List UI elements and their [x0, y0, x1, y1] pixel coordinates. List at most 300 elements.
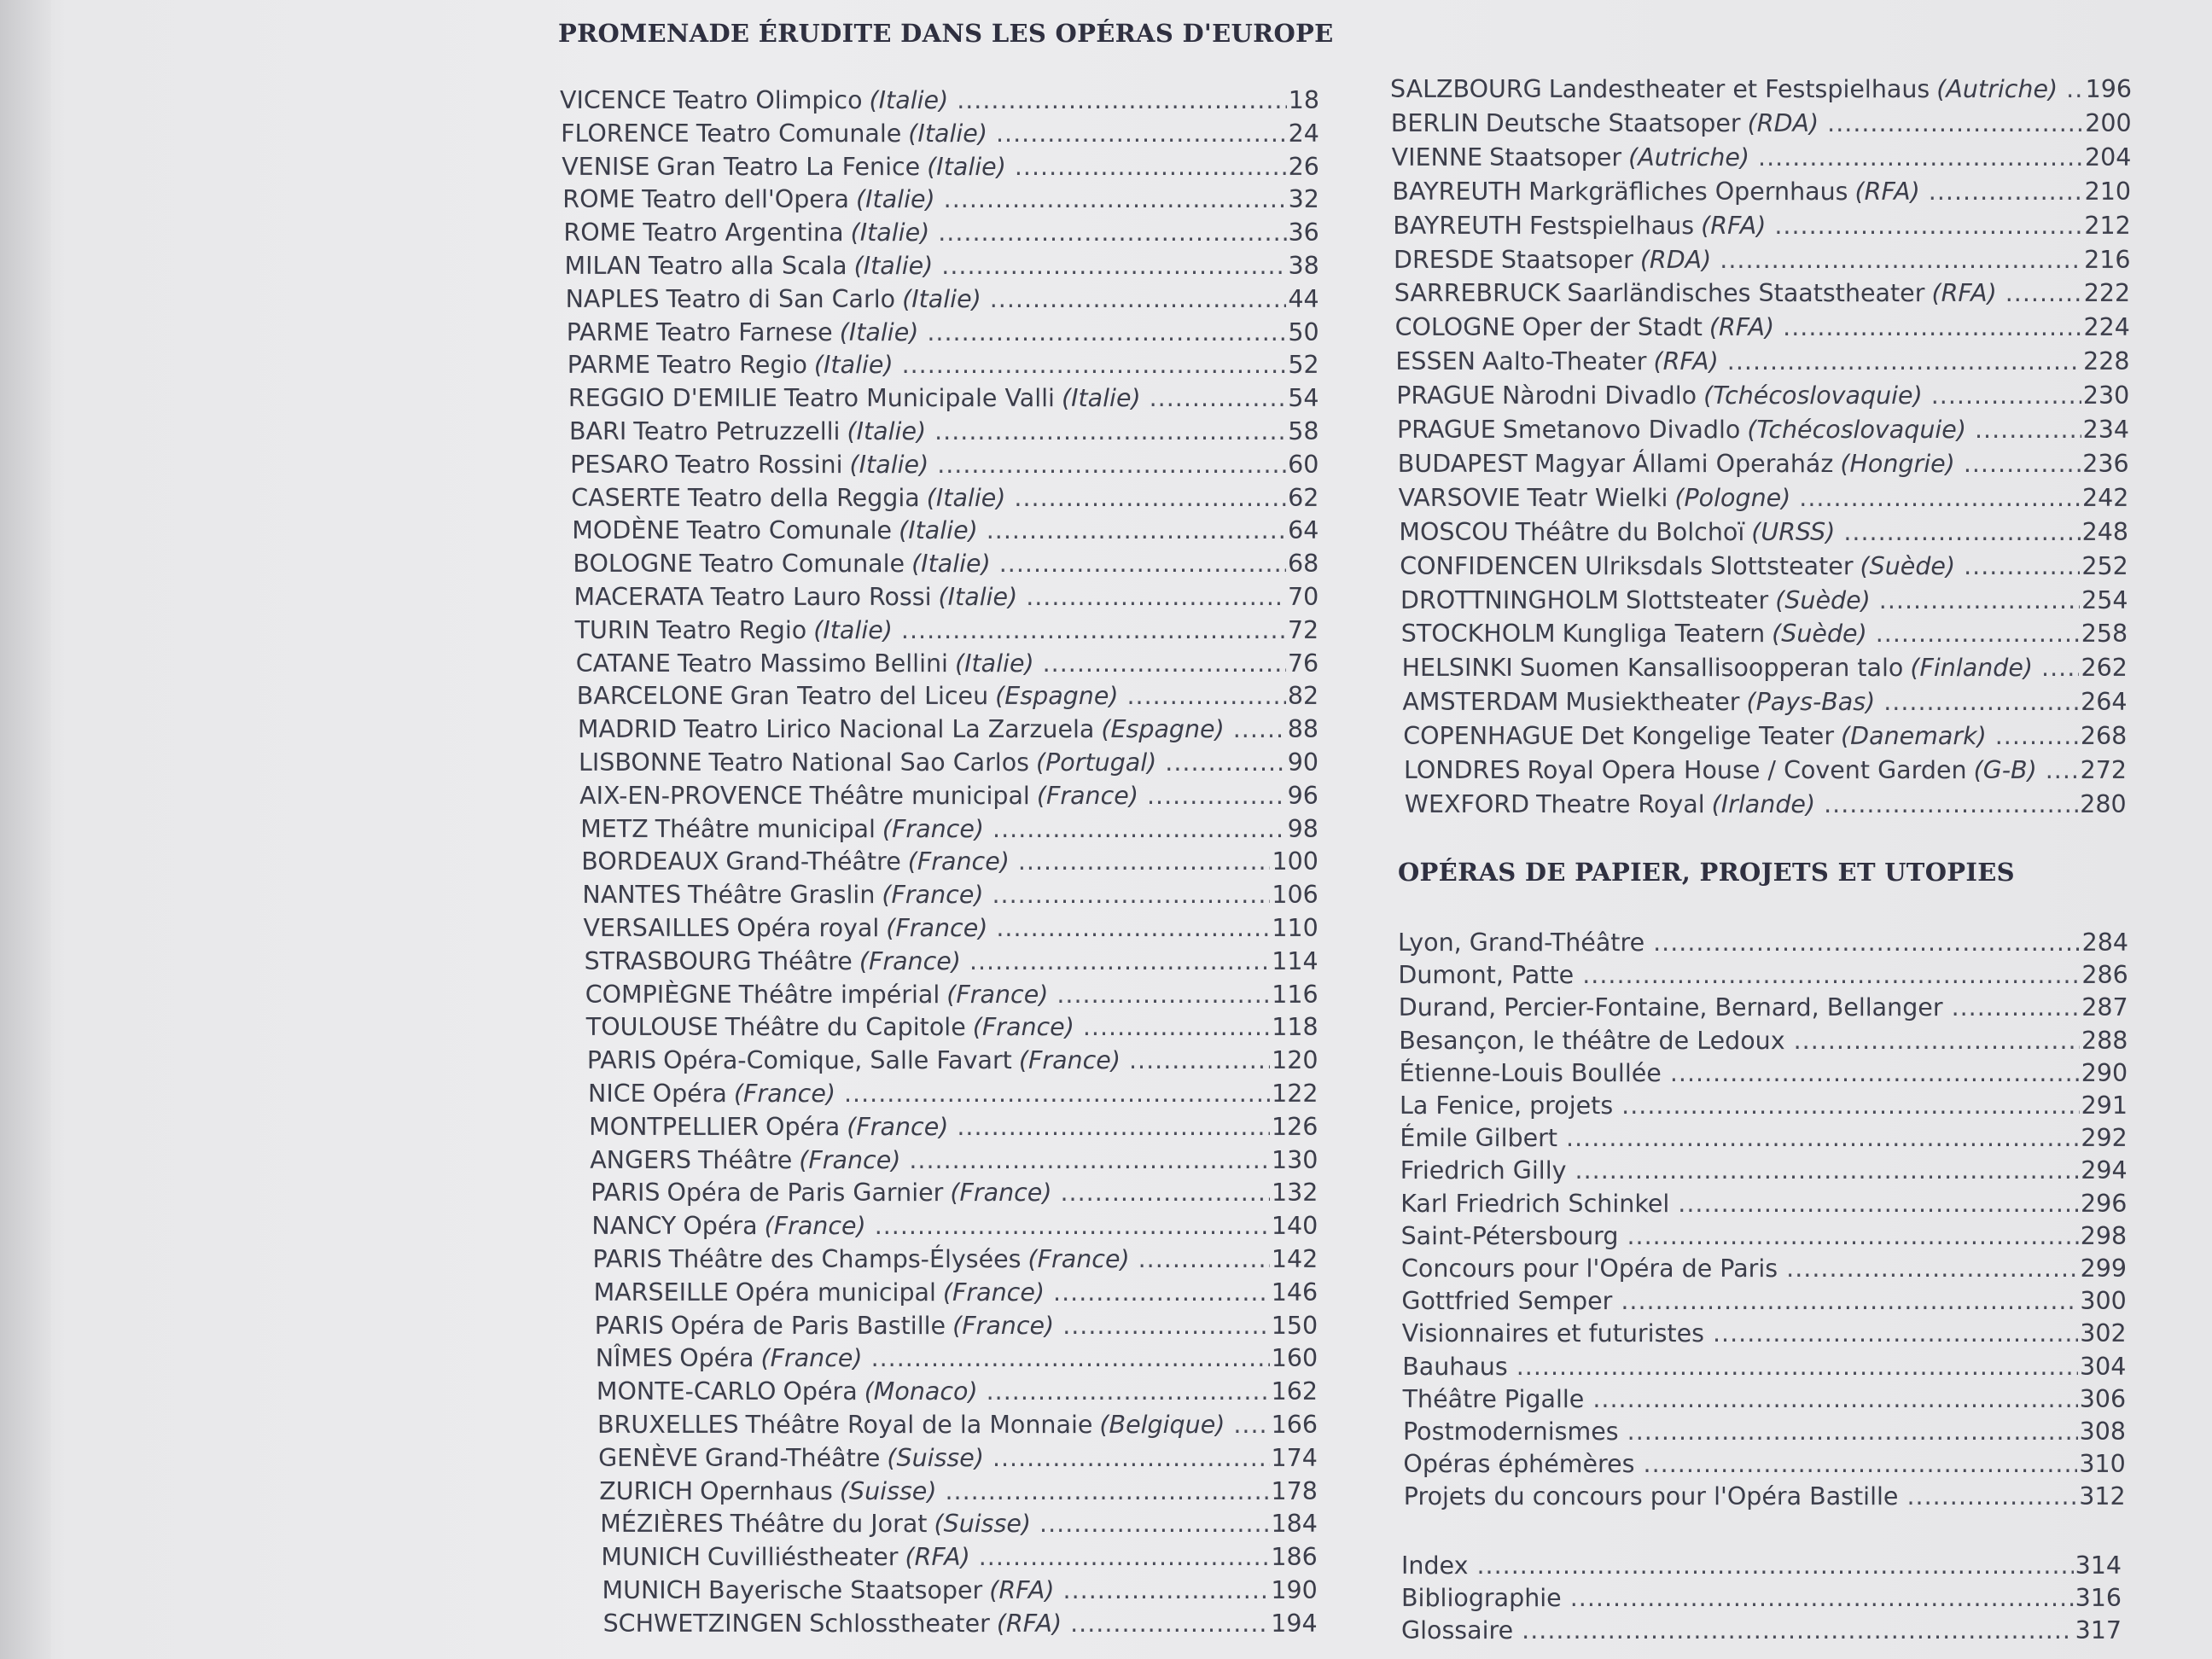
toc-entry-page-number: 280	[2080, 789, 2127, 818]
dot-leader	[1070, 1609, 1269, 1639]
toc-entry-page-number: 317	[2075, 1616, 2122, 1644]
toc-entry	[1403, 721, 2127, 752]
toc-entry-page-number: 116	[1272, 980, 1318, 1009]
toc-entry	[1391, 108, 2132, 139]
toc-entry-venue: Teatro Petruzzelli	[633, 417, 841, 445]
toc-entry-country: (France)	[972, 1013, 1074, 1042]
toc-entry-venue: Nàrodni Divadlo	[1501, 381, 1697, 410]
dot-leader	[2005, 278, 2082, 309]
toc-entry-venue: Staatsoper	[1489, 143, 1622, 172]
toc-entry	[1396, 381, 2129, 411]
toc-entry-city: BUDAPEST	[1397, 449, 1528, 478]
toc-entry-page-number: 312	[2079, 1482, 2126, 1511]
toc-entry-page-number: 160	[1271, 1344, 1318, 1373]
toc-entry-label: Bauhaus	[1402, 1352, 1508, 1381]
toc-entry-country: (Hongrie)	[1840, 449, 1955, 478]
toc-entry	[599, 1476, 1318, 1507]
toc-entry-page-number: 286	[2081, 961, 2128, 990]
toc-entry	[585, 946, 1318, 977]
toc-entry-label: Friedrich Gilly	[1400, 1156, 1567, 1185]
toc-entry	[572, 515, 1318, 546]
toc-entry	[561, 119, 1319, 149]
toc-entry-venue: Théâtre	[698, 1145, 793, 1174]
toc-entry-page-number: 186	[1271, 1543, 1318, 1572]
toc-entry-venue: Teatro Rossini	[675, 450, 843, 479]
toc-entry-country: (RFA)	[1653, 347, 1719, 376]
toc-entry	[560, 85, 1319, 116]
dot-leader	[937, 450, 1286, 480]
toc-entry-page-number: 316	[2075, 1584, 2122, 1612]
toc-entry	[602, 1575, 1318, 1606]
toc-entry-venue: Théâtre du Jorat	[730, 1510, 928, 1539]
toc-entry-city: TURIN	[574, 615, 650, 644]
toc-entry-city: MILAN	[564, 252, 642, 280]
toc-entry	[1400, 1189, 2127, 1220]
toc-entry-page-number: 299	[2080, 1254, 2127, 1283]
toc-entry-country: (Italie)	[813, 351, 894, 380]
toc-entry-country: (Italie)	[911, 550, 991, 579]
dot-leader	[1783, 312, 2081, 343]
toc-entry-page-number: 64	[1288, 516, 1319, 545]
toc-entry-label: Besançon, le théâtre de Ledoux	[1399, 1026, 1785, 1055]
toc-entry-venue: Teatr Wielki	[1527, 483, 1668, 512]
toc-entry-city: BARI	[569, 417, 627, 445]
toc-entry-country: (Autriche)	[1628, 143, 1750, 172]
toc-entry-page-number: 204	[2084, 143, 2132, 172]
dot-leader	[1233, 714, 1286, 745]
dot-leader	[1727, 346, 2081, 377]
toc-entry-country: (RDA)	[1747, 108, 1819, 137]
toc-entry-venue: Teatro Regio	[656, 615, 807, 644]
dot-leader	[1060, 1178, 1269, 1208]
dot-leader	[871, 1343, 1270, 1374]
toc-entry-page-number: 242	[2081, 483, 2129, 512]
toc-entry-page-number: 184	[1271, 1510, 1318, 1539]
toc-entry-venue: Magyar Állami Operaház	[1534, 449, 1834, 478]
toc-entry-country: (Suède)	[1775, 585, 1871, 614]
toc-entry-city: BAYREUTH	[1393, 211, 1522, 240]
toc-entry-venue: Cuvilliéstheater	[707, 1543, 899, 1572]
toc-entry-venue: Musiektheater	[1565, 688, 1740, 717]
toc-entry	[575, 615, 1319, 646]
toc-entry-city: DROTTNINGHOLM	[1400, 585, 1619, 614]
dot-leader	[938, 218, 1286, 248]
toc-entry	[1399, 1026, 2128, 1057]
toc-entry	[590, 1145, 1318, 1176]
toc-entry-venue: Théâtre du Bolchoï	[1515, 517, 1745, 546]
dot-leader	[1794, 1026, 2080, 1057]
toc-entry-venue: Kungliga Teatern	[1562, 620, 1766, 649]
toc-entry-page-number: 254	[2081, 585, 2128, 614]
toc-entry-venue: Festspielhaus	[1528, 211, 1695, 240]
dot-leader	[1570, 1583, 2074, 1614]
toc-entry-page-number: 100	[1272, 847, 1318, 876]
toc-entry-label: Visionnaires et futuristes	[1401, 1319, 1704, 1348]
toc-entry	[1392, 177, 2131, 207]
toc-entry-city: DRESDE	[1394, 245, 1494, 274]
toc-entry-label: Étienne-Louis Boullée	[1399, 1058, 1662, 1087]
toc-entry-country: (Suède)	[1772, 620, 1867, 649]
toc-entry-label: Concours pour l'Opéra de Paris	[1401, 1254, 1778, 1283]
toc-entry-city: NAPLES	[565, 284, 660, 313]
toc-entry-page-number: 38	[1288, 252, 1319, 280]
toc-entry	[1400, 585, 2128, 616]
toc-entry	[586, 1012, 1318, 1043]
toc-entry-venue: Teatro Regio	[657, 351, 807, 380]
page-edge-shadow	[0, 0, 51, 1659]
toc-entry-page-number: 18	[1288, 86, 1319, 114]
toc-entry-page-number: 234	[2082, 416, 2129, 444]
toc-entry	[568, 383, 1319, 414]
toc-entry	[584, 913, 1318, 944]
toc-entry-city: ROME	[562, 185, 636, 214]
toc-entry-country: (France)	[733, 1080, 835, 1108]
toc-entry-country: (RDA)	[1639, 245, 1712, 274]
toc-entry-page-number: 290	[2081, 1058, 2128, 1087]
toc-entry-venue: Landestheater et Festspielhaus	[1548, 75, 1930, 103]
toc-entry-country: (France)	[847, 1112, 949, 1141]
toc-entry-page-number: 268	[2080, 722, 2128, 751]
toc-entry-country: (France)	[946, 980, 1049, 1009]
toc-entry-venue: Opéra de Paris Bastille	[670, 1311, 946, 1340]
toc-entry-city: MOSCOU	[1399, 517, 1509, 546]
dot-leader	[1165, 748, 1285, 778]
toc-entry	[1401, 1254, 2127, 1284]
toc-entry-page-number: 118	[1272, 1013, 1318, 1042]
toc-entry-country: (URSS)	[1751, 517, 1836, 546]
toc-entry	[1400, 1123, 2127, 1154]
toc-entry-city: MODÈNE	[572, 516, 680, 545]
toc-entry-city: BERLIN	[1390, 108, 1479, 137]
toc-entry-page-number: 174	[1271, 1443, 1318, 1472]
dot-leader	[944, 184, 1287, 215]
toc-entry-venue: Théâtre	[758, 946, 853, 975]
toc-entry-city: COPENHAGUE	[1403, 722, 1575, 751]
toc-entry-label: Durand, Percier-Fontaine, Bernard, Bellanger	[1398, 993, 1943, 1022]
toc-entry-label: Théâtre Pigalle	[1402, 1384, 1585, 1413]
toc-entry-city: PARME	[566, 317, 649, 346]
toc-entry-city: ANGERS	[590, 1145, 691, 1174]
toc-entry-venue: Gran Teatro La Fenice	[656, 152, 921, 181]
toc-entry-country: (Italie)	[908, 119, 987, 148]
dot-leader	[1644, 1449, 2078, 1480]
toc-entry	[601, 1542, 1317, 1573]
toc-entry	[594, 1278, 1318, 1308]
toc-entry	[600, 1509, 1318, 1540]
toc-entry-label: Émile Gilbert	[1400, 1124, 1558, 1153]
toc-entry-page-number: 166	[1271, 1411, 1318, 1439]
toc-entry-page-number: 114	[1272, 946, 1318, 975]
toc-entry-country: (Belgique)	[1099, 1411, 1225, 1439]
toc-entry	[581, 847, 1318, 877]
dot-leader	[1026, 582, 1286, 613]
dot-leader	[1582, 960, 2080, 991]
toc-entry	[563, 218, 1318, 248]
toc-entry-venue: Grand-Théâtre	[705, 1443, 881, 1472]
toc-entry	[573, 549, 1318, 579]
toc-entry-venue: Suomen Kansallisoopperan talo	[1519, 654, 1904, 683]
toc-entry-city: BAYREUTH	[1392, 177, 1522, 206]
toc-entry-page-number: 150	[1271, 1311, 1318, 1340]
toc-entry-label: Saint-Pétersbourg	[1400, 1221, 1619, 1250]
toc-entry-country: (Italie)	[847, 417, 927, 445]
toc-entry-page-number: 228	[2083, 347, 2130, 376]
dot-leader	[1516, 1352, 2078, 1382]
toc-entry-venue: Gran Teatro del Liceu	[730, 682, 989, 711]
toc-entry-country: (Espagne)	[995, 682, 1119, 711]
toc-entry-city: MUNICH	[601, 1543, 701, 1572]
toc-entry-country: (France)	[859, 946, 961, 975]
dot-leader	[1827, 108, 2083, 139]
toc-entry-venue: Opéra	[679, 1344, 754, 1373]
toc-entry-venue: Ulriksdals Slottsteater	[1585, 551, 1854, 580]
toc-entry-page-number: 122	[1272, 1080, 1318, 1108]
toc-entry	[591, 1211, 1318, 1242]
toc-entry-venue: Théâtre municipal	[809, 781, 1030, 810]
toc-entry-venue: Aalto-Theater	[1481, 347, 1647, 376]
toc-entry-page-number: 140	[1271, 1212, 1318, 1241]
toc-entry-country: (Italie)	[850, 218, 930, 247]
toc-entry	[1400, 1058, 2128, 1089]
dot-leader	[996, 913, 1270, 944]
dot-leader	[979, 1542, 1270, 1573]
toc-entry-label: Lyon, Grand-Théâtre	[1398, 928, 1645, 957]
dot-leader	[1147, 781, 1286, 812]
toc-entry-country: (Monaco)	[864, 1377, 978, 1406]
toc-entry-city: MÉZIÈRES	[600, 1510, 724, 1539]
toc-entry	[574, 582, 1319, 613]
toc-entry-city: WEXFORD	[1404, 789, 1530, 818]
toc-entry-city: FLORENCE	[561, 119, 690, 148]
toc-entry-country: (Italie)	[927, 152, 1006, 181]
dot-leader	[1824, 789, 2078, 820]
toc-entry-label: Dumont, Patte	[1398, 961, 1575, 990]
toc-entry-page-number: 58	[1288, 417, 1319, 445]
toc-entry	[1404, 755, 2127, 786]
dot-leader	[945, 1476, 1269, 1507]
toc-entry-country: (France)	[760, 1344, 863, 1373]
toc-entry-country: (Suisse)	[934, 1510, 1032, 1539]
toc-entry-page-number: 24	[1288, 119, 1319, 148]
dot-leader	[996, 119, 1287, 149]
toc-entry	[1400, 551, 2128, 582]
dot-leader	[1653, 928, 2080, 958]
toc-entry-country: (Italie)	[926, 483, 1006, 512]
toc-entry-city: TOULOUSE	[585, 1013, 719, 1042]
toc-entry-venue: Teatro della Reggia	[687, 483, 920, 512]
toc-entry-city: PARIS	[591, 1179, 661, 1208]
toc-entry-venue: Teatro Lirico Nacional La Zarzuela	[684, 715, 1095, 744]
toc-entry-venue: Opéra	[683, 1212, 758, 1241]
toc-entry-page-number: 26	[1288, 152, 1319, 181]
toc-entry	[1401, 1221, 2128, 1252]
toc-entry-page-number: 300	[2080, 1287, 2127, 1316]
toc-entry-venue: Teatro Comunale	[686, 516, 893, 545]
toc-entry-city: METZ	[580, 814, 649, 843]
toc-entry-page-number: 36	[1288, 218, 1319, 247]
toc-entry-page-number: 288	[2081, 1026, 2128, 1055]
dot-leader	[1883, 687, 2079, 718]
dot-leader	[1876, 619, 2080, 649]
dot-leader	[909, 1145, 1270, 1176]
toc-entry-venue: Théâtre municipal	[655, 814, 876, 843]
toc-entry-city: BOLOGNE	[573, 550, 693, 579]
toc-entry-country: (France)	[764, 1212, 866, 1241]
dot-leader	[1063, 1575, 1270, 1606]
toc-entry-venue: Teatro Comunale	[696, 119, 902, 148]
toc-entry	[1402, 1352, 2126, 1382]
toc-entry-city: MARSEILLE	[593, 1278, 729, 1307]
toc-entry	[1398, 928, 2128, 958]
toc-entry-country: (Italie)	[938, 583, 1018, 611]
dot-leader	[1678, 1189, 2079, 1220]
toc-entry-country: (Tchécoslovaquie)	[1703, 381, 1923, 410]
toc-entry-venue: Royal Opera House / Covent Garden	[1527, 756, 1967, 784]
toc-entry-label: Bibliographie	[1401, 1584, 1562, 1612]
toc-entry-country: (Italie)	[813, 615, 893, 644]
toc-entry-city: PRAGUE	[1396, 381, 1495, 410]
toc-entry-city: GENÈVE	[598, 1443, 699, 1472]
toc-entry	[1399, 483, 2129, 514]
toc-entry-page-number: 262	[2081, 654, 2128, 683]
toc-entry-country: (Italie)	[839, 317, 919, 346]
dot-leader	[1843, 517, 2080, 548]
toc-entry-city: NICE	[588, 1080, 646, 1108]
dot-leader	[1083, 1012, 1270, 1043]
toc-entry-venue: Opéra municipal	[735, 1278, 936, 1307]
toc-entry-page-number: 236	[2082, 449, 2129, 478]
toc-entry-country: (Italie)	[869, 86, 949, 114]
dot-leader	[957, 1112, 1270, 1143]
toc-entry-city: BORDEAUX	[581, 847, 719, 876]
toc-entry-label: Gottfried Semper	[1401, 1287, 1613, 1316]
toc-entry-page-number: 210	[2084, 177, 2132, 206]
toc-entry-page-number: 222	[2083, 279, 2131, 308]
toc-entry-country: (Finlande)	[1910, 654, 2034, 683]
toc-entry-venue: Oper der Stadt	[1522, 313, 1703, 342]
toc-entry-country: (G-B)	[1973, 756, 2037, 784]
dot-leader	[1018, 847, 1271, 877]
toc-entry	[1405, 789, 2127, 820]
toc-entry	[580, 814, 1318, 845]
toc-entry-page-number: 162	[1271, 1377, 1318, 1406]
dot-leader	[1670, 1058, 2080, 1089]
toc-entry	[588, 1079, 1318, 1109]
toc-entry-page-number: 304	[2079, 1352, 2127, 1381]
dot-leader	[1975, 415, 2081, 445]
toc-entry-page-number: 98	[1287, 814, 1318, 843]
toc-entry-city: COMPIÈGNE	[585, 980, 732, 1009]
dot-leader	[1592, 1384, 2077, 1415]
toc-entry-country: (Pays-Bas)	[1746, 688, 1876, 717]
toc-entry	[1401, 619, 2128, 649]
toc-entry	[1400, 1155, 2128, 1186]
toc-entry-city: STRASBOURG	[584, 946, 752, 975]
toc-entry-city: MACERATA	[573, 583, 704, 611]
toc-entry-country: (Italie)	[856, 185, 935, 214]
toc-entry-city: AMSTERDAM	[1402, 688, 1559, 717]
toc-entry-label: Index	[1401, 1551, 1469, 1580]
toc-entry-city: PRAGUE	[1397, 416, 1496, 444]
toc-entry-city: VIENNE	[1391, 143, 1483, 172]
toc-entry-country: (RFA)	[905, 1543, 970, 1572]
toc-entry	[568, 350, 1319, 381]
dot-leader	[941, 251, 1286, 282]
toc-entry-city: CATANE	[575, 649, 671, 678]
toc-entry-country: (Danemark)	[1841, 722, 1987, 751]
toc-entry-label: Projets du concours pour l'Opéra Bastille	[1403, 1482, 1899, 1511]
toc-entry-page-number: 194	[1271, 1609, 1318, 1638]
toc-entry-city: MONTE-CARLO	[596, 1377, 777, 1406]
dot-leader	[2041, 653, 2079, 684]
toc-entry-page-number: 126	[1272, 1112, 1318, 1141]
toc-entry-page-number: 310	[2079, 1450, 2126, 1479]
toc-entry	[1401, 1583, 2122, 1614]
dot-leader	[2066, 74, 2083, 105]
toc-entry-page-number: 212	[2084, 211, 2131, 240]
toc-entry-city: HELSINKI	[1401, 654, 1513, 683]
toc-entry-venue: Saarländisches Staatstheater	[1567, 279, 1925, 308]
toc-entry	[1401, 1551, 2122, 1581]
dot-leader	[957, 85, 1287, 116]
toc-entry-city: PARIS	[594, 1311, 664, 1340]
toc-entry-page-number: 146	[1271, 1278, 1318, 1307]
dot-leader	[844, 1079, 1270, 1109]
toc-entry-page-number: 306	[2079, 1384, 2127, 1413]
dot-leader	[1929, 177, 2083, 207]
dot-leader	[1150, 383, 1287, 414]
toc-entry-country: (RFA)	[989, 1576, 1055, 1604]
dot-leader	[1053, 1278, 1270, 1308]
toc-entry-page-number: 44	[1288, 284, 1319, 313]
toc-entry-city: STOCKHOLM	[1400, 620, 1556, 649]
toc-entry-page-number: 298	[2080, 1221, 2128, 1250]
toc-entry-venue: Opéra-Comique, Salle Favart	[663, 1046, 1012, 1075]
toc-entry-country: (RFA)	[1931, 279, 1997, 308]
toc-entry-country: (Autriche)	[1936, 75, 2058, 103]
toc-entry-page-number: 296	[2080, 1189, 2128, 1218]
toc-entry-city: VERSAILLES	[583, 914, 731, 942]
toc-entry-city: BARCELONE	[576, 682, 724, 711]
toc-entry	[1394, 278, 2130, 309]
toc-entry-page-number: 82	[1287, 682, 1319, 711]
toc-entry	[1403, 1417, 2126, 1447]
toc-entry	[1395, 346, 2129, 377]
toc-entry-page-number: 54	[1288, 384, 1319, 413]
toc-entry-page-number: 72	[1287, 615, 1319, 644]
toc-entry-label: Postmodernismes	[1403, 1417, 1619, 1446]
toc-entry-country: (Italie)	[954, 649, 1034, 678]
toc-entry-country: (Suisse)	[839, 1476, 937, 1505]
dot-leader	[992, 814, 1286, 845]
toc-entry-city: LISBONNE	[579, 748, 702, 777]
toc-entry-city: PARIS	[592, 1245, 662, 1273]
toc-entry-country: (France)	[882, 814, 985, 843]
toc-entry-country: (Suède)	[1860, 551, 1956, 580]
toc-entry-page-number: 308	[2079, 1417, 2126, 1446]
dot-leader	[1964, 551, 2080, 582]
toc-entry-city: CONFIDENCEN	[1400, 551, 1579, 580]
toc-entry	[571, 483, 1318, 514]
dot-leader	[934, 416, 1286, 447]
dot-leader	[902, 350, 1287, 381]
dot-leader	[1879, 585, 2080, 616]
toc-entry-country: (France)	[1027, 1245, 1130, 1273]
toc-entry	[589, 1112, 1318, 1143]
toc-entry-venue: Deutsche Staatsoper	[1485, 108, 1741, 137]
toc-entry-page-number: 284	[2081, 928, 2128, 957]
toc-entry-venue: Théâtre Graslin	[688, 881, 876, 910]
